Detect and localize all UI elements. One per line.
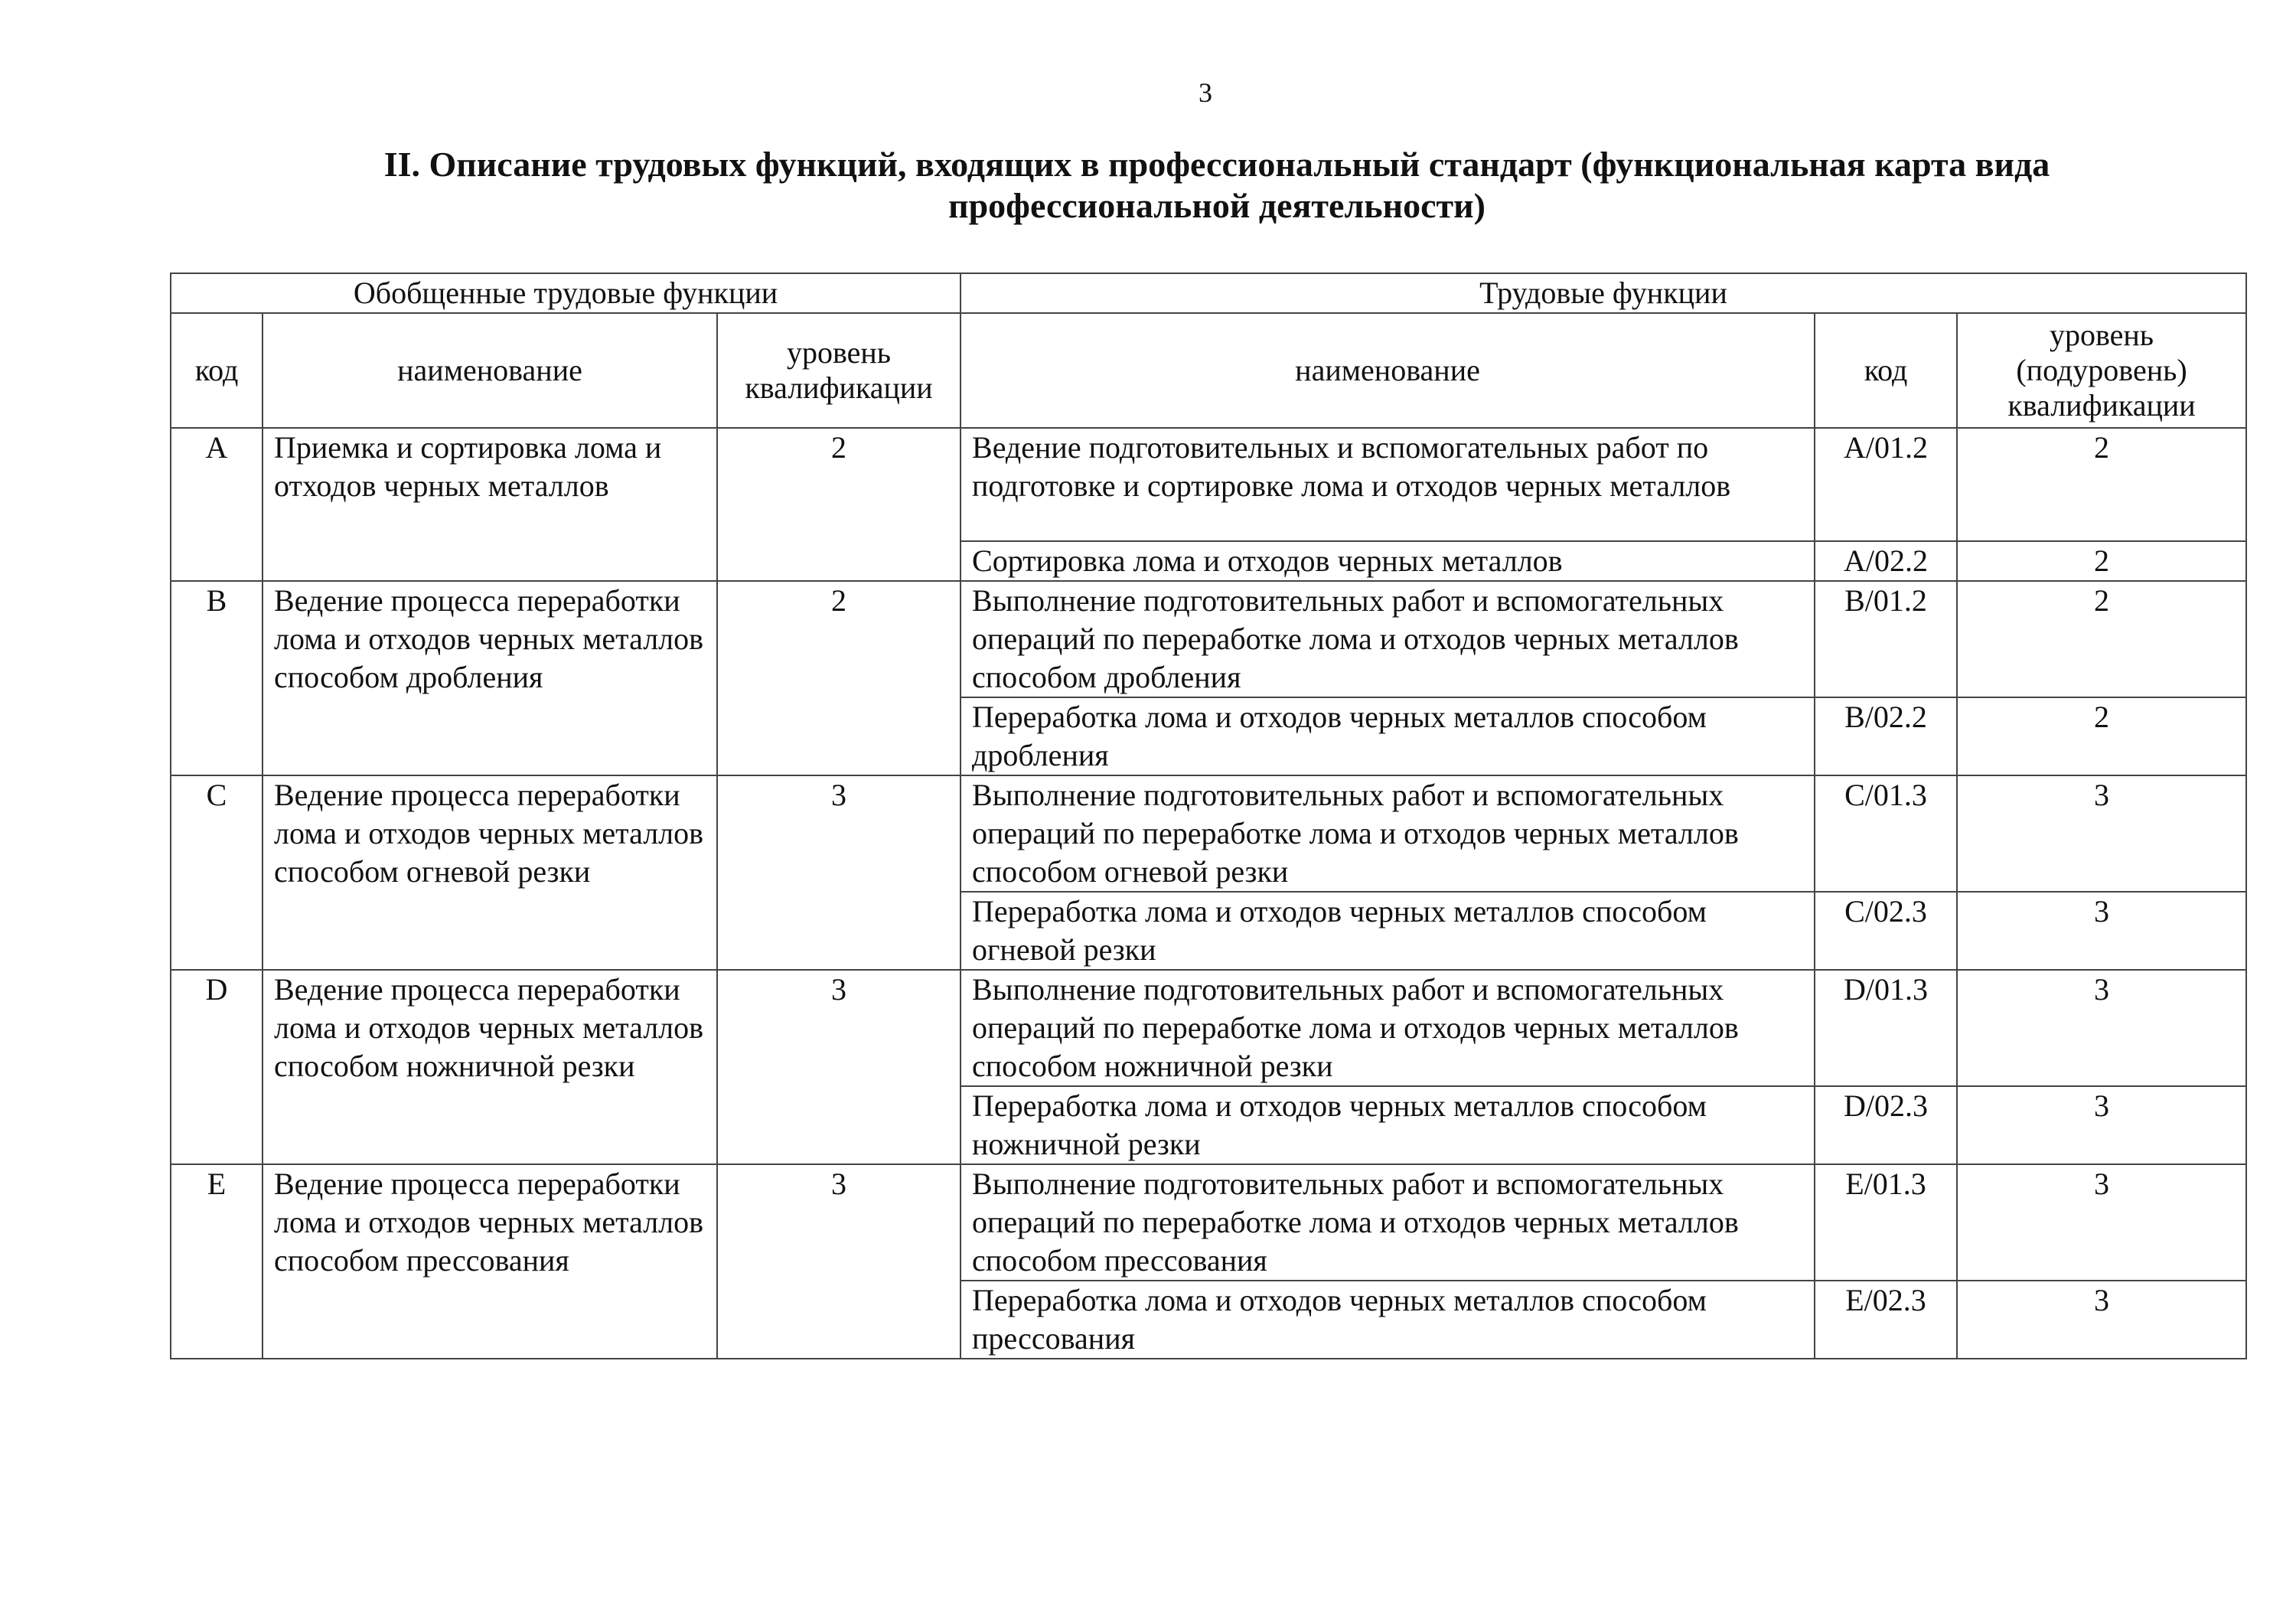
func-code-cell: B/01.2	[1815, 581, 1957, 697]
table-row	[171, 428, 2246, 541]
gen-name-cell: Приемка и сортировка лома и отходов черных металлов	[263, 428, 717, 581]
func-code-cell: B/02.2	[1815, 697, 1957, 775]
gen-name-cell: Ведение процесса переработки лома и отходов черных металлов способом дробления	[263, 581, 717, 775]
func-name-cell: Выполнение подготовительных работ и вспомогательных операций по переработке лома и отходов черных металлов способом ножничной резки	[960, 970, 1815, 1086]
header-func-name: наименование	[960, 313, 1815, 428]
header-gen-code: код	[171, 313, 263, 428]
header-func-code: код	[1815, 313, 1957, 428]
gen-code-cell: A	[171, 428, 263, 581]
table-row	[171, 775, 2246, 892]
func-name-cell: Выполнение подготовительных работ и вспомогательных операций по переработке лома и отходов черных металлов способом огневой резки	[960, 775, 1815, 892]
functional-map-table	[170, 273, 2247, 1359]
func-level-cell: 2	[1957, 581, 2246, 697]
func-level-cell: 2	[1957, 697, 2246, 775]
gen-level-cell: 3	[717, 970, 960, 1164]
header-gen-level: уровень квалификации	[717, 313, 960, 428]
func-level-cell: 2	[1957, 428, 2246, 541]
header-generalized-functions: Обобщенные трудовые функции	[171, 273, 960, 313]
func-level-cell: 3	[1957, 892, 2246, 970]
func-code-cell: C/02.3	[1815, 892, 1957, 970]
table-row	[171, 970, 2246, 1086]
func-level-cell: 3	[1957, 1281, 2246, 1359]
func-code-cell: D/01.3	[1815, 970, 1957, 1086]
gen-code-cell: B	[171, 581, 263, 775]
gen-level-cell: 3	[717, 775, 960, 970]
gen-code-cell: C	[171, 775, 263, 970]
table-column-header-row	[171, 313, 2246, 428]
func-name-cell: Переработка лома и отходов черных металлов способом прессования	[960, 1281, 1815, 1359]
func-code-cell: A/01.2	[1815, 428, 1957, 541]
func-level-cell: 3	[1957, 775, 2246, 892]
section-title: II. Описание трудовых функций, входящих в профессиональный стандарт (функциональная карта вида профессиональной деятельности)	[383, 145, 2050, 225]
gen-code-cell: D	[171, 970, 263, 1164]
gen-level-cell: 2	[717, 581, 960, 775]
func-code-cell: E/01.3	[1815, 1164, 1957, 1281]
func-code-cell: D/02.3	[1815, 1086, 1957, 1164]
func-code-cell: A/02.2	[1815, 541, 1957, 581]
func-name-cell: Ведение подготовительных и вспомогательных работ по подготовке и сортировке лома и отходов черных металлов	[960, 428, 1815, 541]
gen-level-cell: 2	[717, 428, 960, 581]
table-group-header-row	[171, 273, 2246, 313]
gen-code-cell: E	[171, 1164, 263, 1359]
gen-name-cell: Ведение процесса переработки лома и отходов черных металлов способом огневой резки	[263, 775, 717, 970]
header-func-level: уровень (подуровень) квалификации	[1957, 313, 2246, 428]
gen-name-cell: Ведение процесса переработки лома и отходов черных металлов способом ножничной резки	[263, 970, 717, 1164]
func-code-cell: C/01.3	[1815, 775, 1957, 892]
func-name-cell: Переработка лома и отходов черных металлов способом огневой резки	[960, 892, 1815, 970]
func-level-cell: 3	[1957, 1164, 2246, 1281]
table-row	[171, 1164, 2246, 1281]
func-name-cell: Переработка лома и отходов черных металлов способом дробления	[960, 697, 1815, 775]
table-row	[171, 581, 2246, 697]
gen-level-cell: 3	[717, 1164, 960, 1359]
func-level-cell: 3	[1957, 970, 2246, 1086]
func-name-cell: Выполнение подготовительных работ и вспомогательных операций по переработке лома и отходов черных металлов способом дробления	[960, 581, 1815, 697]
func-level-cell: 2	[1957, 541, 2246, 581]
page-number: 3	[1199, 77, 1212, 108]
func-name-cell: Сортировка лома и отходов черных металлов	[960, 541, 1815, 581]
func-level-cell: 3	[1957, 1086, 2246, 1164]
func-code-cell: E/02.3	[1815, 1281, 1957, 1359]
func-name-cell: Переработка лома и отходов черных металлов способом ножничной резки	[960, 1086, 1815, 1164]
gen-name-cell: Ведение процесса переработки лома и отходов черных металлов способом прессования	[263, 1164, 717, 1359]
header-gen-name: наименование	[263, 313, 717, 428]
header-labor-functions: Трудовые функции	[960, 273, 2246, 313]
func-name-cell: Выполнение подготовительных работ и вспомогательных операций по переработке лома и отходов черных металлов способом прессования	[960, 1164, 1815, 1281]
